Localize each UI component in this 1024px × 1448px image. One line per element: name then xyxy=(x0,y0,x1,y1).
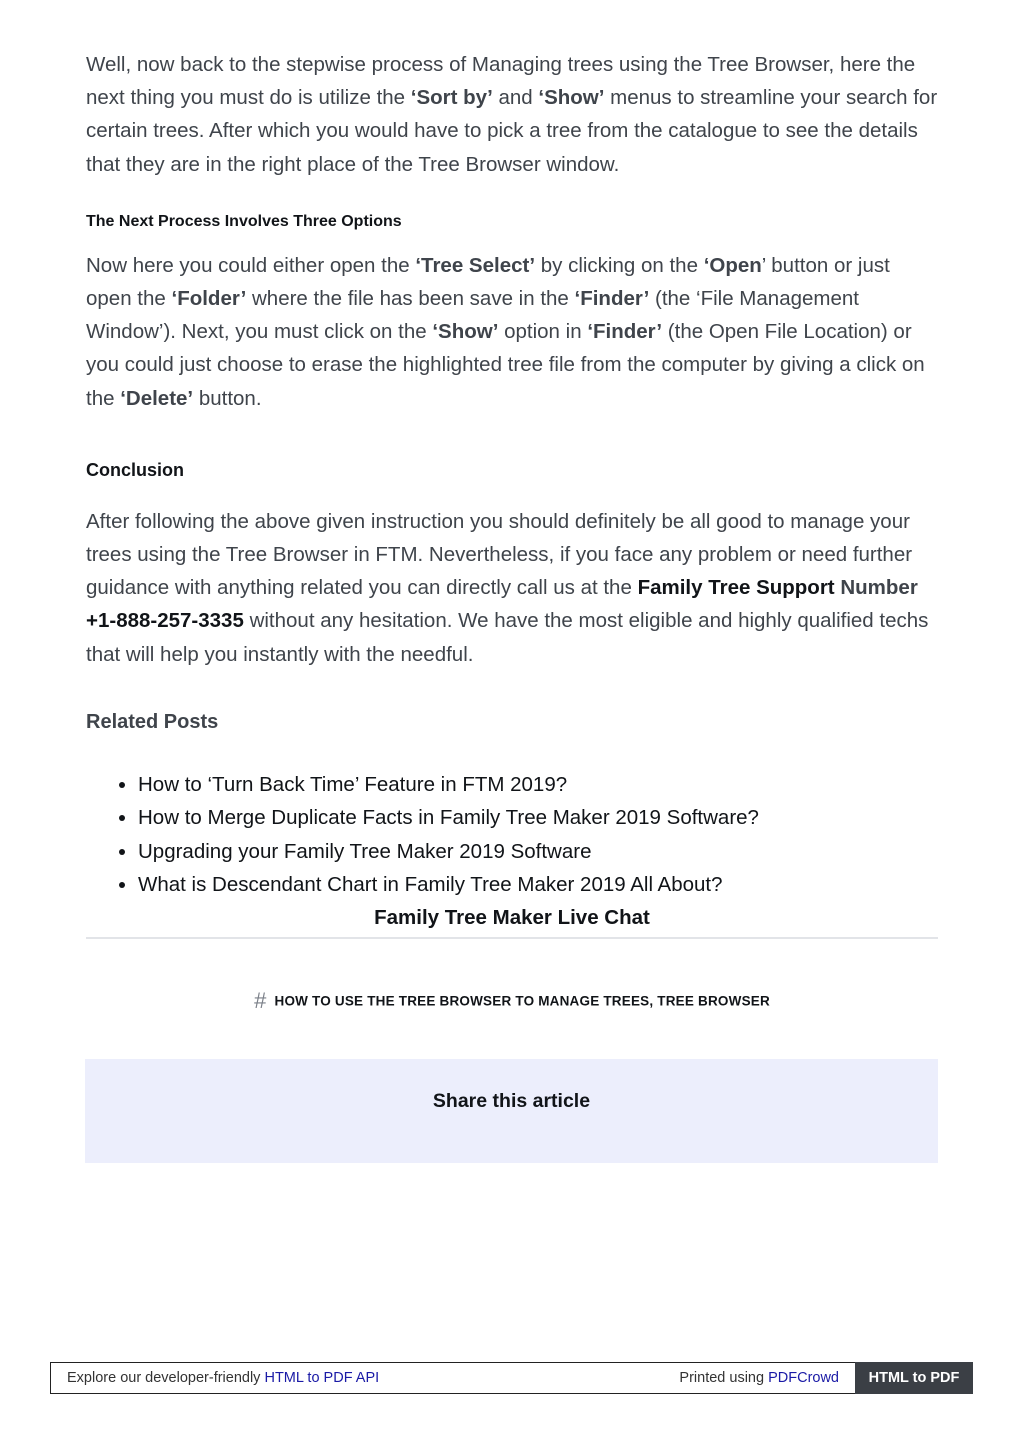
share-box xyxy=(85,1059,938,1163)
sort-by-emphasis: ‘Sort by’ xyxy=(410,86,493,110)
related-post-link[interactable]: How to ‘Turn Back Time’ Feature in FTM 2019? xyxy=(138,772,568,796)
share-title: Share this article xyxy=(432,1090,591,1112)
list-item xyxy=(138,868,938,901)
related-post-link[interactable]: How to Merge Duplicate Facts in Family Tree Maker 2019 Software? xyxy=(138,806,759,830)
intro-text-1: Well, now back to the stepwise process of Managing trees using the Tree Browser, here the next thing you must do is utilize the xyxy=(86,53,916,110)
intro-paragraph xyxy=(86,48,938,181)
number-emphasis: Number xyxy=(834,576,918,600)
support-emphasis: Family Tree Support xyxy=(637,576,835,600)
delete-emphasis: ‘Delete’ xyxy=(120,386,194,410)
html-to-pdf-badge[interactable]: HTML to PDF xyxy=(855,1362,973,1394)
options-text-4: where the file has been save in the xyxy=(246,287,575,311)
options-text-6: option in xyxy=(498,320,588,344)
html-to-pdf-api-link[interactable]: HTML to PDF API xyxy=(264,1370,380,1386)
intro-text-2: and xyxy=(492,86,539,110)
conclusion-paragraph xyxy=(86,505,938,671)
list-item xyxy=(138,835,938,868)
related-posts-heading: Related Posts xyxy=(86,710,219,733)
finder-emphasis-2: ‘Finder’ xyxy=(587,320,663,344)
options-text-2: by clicking on the xyxy=(535,253,704,277)
pdfcrowd-link[interactable]: PDFCrowd xyxy=(768,1370,839,1386)
options-text-1: Now here you could either open the xyxy=(86,253,416,277)
article-body xyxy=(86,48,938,934)
tree-select-emphasis: ‘Tree Select’ xyxy=(415,253,536,277)
conclusion-heading: Conclusion xyxy=(86,459,184,480)
conclusion-text-1: After following the above given instruction you should definitely be all good to manage your trees using the Tree Browser in FTM. Nevertheless, if you face any problem or need further guidance with anything related you can directly call us at the xyxy=(86,509,913,600)
phone-number: +1-888-257-3335 xyxy=(86,609,244,633)
options-text-5: (the ‘File Management Window’). Next, you must click on the xyxy=(86,287,859,344)
pdfcrowd-footer xyxy=(50,1362,973,1394)
section-heading: The Next Process Involves Three Options xyxy=(86,212,402,230)
show-option-emphasis: ‘Show’ xyxy=(432,320,499,344)
hash-icon: # xyxy=(254,988,267,1013)
related-posts-list xyxy=(86,768,938,902)
divider xyxy=(86,937,938,939)
intro-text-3: menus to streamline your search for certain trees. After which you would have to pick a tree from the catalogue to see the details that they are in the right place of the Tree Browser window. xyxy=(86,86,938,176)
footer-right xyxy=(679,1370,839,1386)
options-text-8: button. xyxy=(193,386,262,410)
options-text-3: ’ button or just open the xyxy=(86,253,890,311)
related-post-link[interactable]: What is Descendant Chart in Family Tree Maker 2019 All About? xyxy=(138,873,723,897)
list-item xyxy=(138,801,938,834)
footer-left xyxy=(67,1370,379,1386)
folder-emphasis: ‘Folder’ xyxy=(171,287,247,311)
footer-right-text: Printed using xyxy=(679,1370,769,1386)
related-post-link[interactable]: Upgrading your Family Tree Maker 2019 Software xyxy=(138,839,592,863)
options-text-7: (the Open File Location) or you could just choose to erase the highlighted tree file from the computer by giving a click on the xyxy=(86,320,925,410)
open-emphasis: ‘Open xyxy=(703,253,762,277)
post-tags xyxy=(0,988,1024,1014)
footer-left-text: Explore our developer-friendly xyxy=(67,1370,265,1386)
options-paragraph xyxy=(86,249,938,415)
show-emphasis: ‘Show’ xyxy=(538,86,605,110)
finder-emphasis: ‘Finder’ xyxy=(574,287,650,311)
tag-links[interactable]: HOW TO USE THE TREE BROWSER TO MANAGE TREES, TREE BROWSER xyxy=(274,993,770,1009)
live-chat-link[interactable]: Family Tree Maker Live Chat xyxy=(374,906,650,930)
conclusion-text-2: without any hesitation. We have the most eligible and highly qualified techs that will help you instantly with the needful. xyxy=(86,609,929,666)
list-item xyxy=(138,768,938,801)
